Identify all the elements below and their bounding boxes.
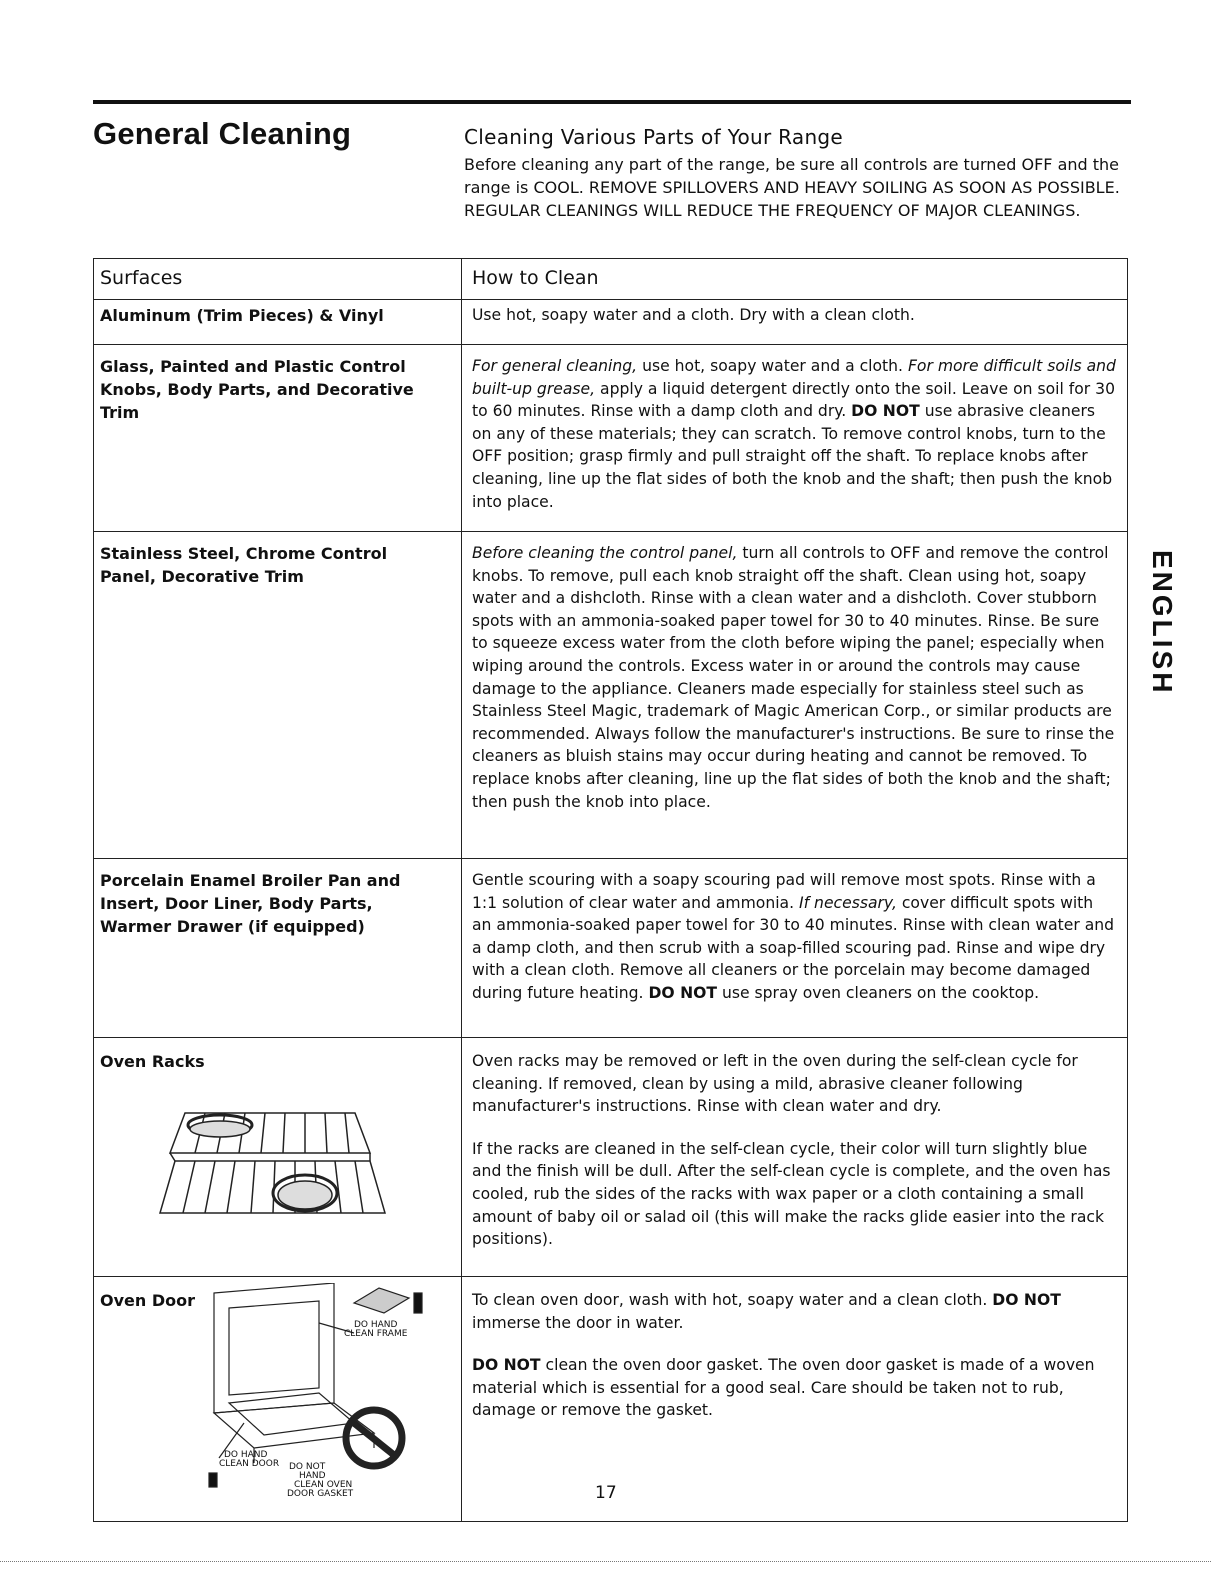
- how-text: To clean oven door, wash with hot, soapy water and a clean cloth. DO NOT immerse the door in water.: [472, 1291, 1061, 1332]
- label-do-hand-clean-frame: CLEAN FRAME: [344, 1329, 408, 1339]
- how-cell: [462, 1277, 1128, 1522]
- how-text: Use hot, soapy water and a cloth. Dry with a clean cloth.: [472, 306, 915, 324]
- surface-cell: [94, 1038, 462, 1277]
- surface-cell: [94, 345, 462, 532]
- label-do-hand-clean-door: DO HAND: [224, 1450, 268, 1460]
- table-row: [94, 859, 1128, 1038]
- surface-name: Aluminum (Trim Pieces) & Vinyl: [100, 306, 384, 325]
- surface-name: Porcelain Enamel Broiler Pan and Insert, Door Liner, Body Parts, Warmer Drawer (if equipped): [100, 871, 401, 936]
- label-do-not-hand-clean-gasket: HAND: [299, 1471, 326, 1481]
- surface-name: Stainless Steel, Chrome Control Panel, Decorative Trim: [100, 544, 388, 586]
- table-row: [94, 300, 1128, 345]
- top-rule: [93, 100, 1131, 104]
- label-do-not-hand-clean-gasket: DOOR GASKET: [287, 1489, 354, 1499]
- how-cell: [462, 300, 1128, 345]
- how-text: Before cleaning the control panel, turn all controls to OFF and remove the control knobs. To remove, pull each knob straight off the shaft. Clean using hot, soapy water and a dishcloth. Rinse with a clean water and a dishcloth. Cover stubborn spots with an ammonia-soaked paper towel for 30 to 40 minutes. Rinse. Be sure to squeeze excess water from the cloth before wiping the panel; especially when wiping around the controls. Excess water in or around the controls may cause damage to the appliance. Cleaners made especially for stainless steel such as Stainless Steel Magic, trademark of Magic American Corp., or similar products are recommended. Always follow the manufacturer's instructions. Be sure to rinse the cleaners as bluish stains may occur during heating and cannot be removed. To replace knobs after cleaning, line up the flat sides of both the knob and the shaft; then push the knob into place.: [472, 544, 1115, 811]
- surface-name: Glass, Painted and Plastic Control Knobs, Body Parts, and Decorative Trim: [100, 357, 414, 422]
- table-row: [94, 532, 1128, 859]
- how-cell: [462, 345, 1128, 532]
- page-title: General Cleaning: [93, 116, 352, 151]
- how-text: Oven racks may be removed or left in the oven during the self-clean cycle for cleaning. If removed, clean by using a mild, abrasive cleaner following manufacturer's instructions. Rinse with clean water and dry.: [472, 1052, 1078, 1116]
- surface-cell: [94, 1277, 462, 1522]
- bottom-rule: [0, 1561, 1211, 1564]
- language-tab: ENGLISH: [1147, 550, 1178, 696]
- surface-cell: [94, 859, 462, 1038]
- label-do-hand-clean-frame: DO HAND: [354, 1320, 398, 1330]
- intro-heading: Cleaning Various Parts of Your Range: [464, 125, 844, 149]
- surface-name: Oven Door: [100, 1291, 195, 1310]
- intro-text: Before cleaning any part of the range, be sure all controls are turned OFF and the range is COOL. REMOVE SPILLOVERS AND HEAVY SOILING AS SOON AS POSSIBLE. REGULAR CLEANINGS WILL REDUCE THE FREQUENCY OF MAJOR CLEANINGS.: [464, 155, 1120, 220]
- oven-door-illustration: [204, 1283, 444, 1503]
- label-do-not-hand-clean-gasket: CLEAN OVEN: [294, 1480, 353, 1490]
- header-how-to-clean: How to Clean: [462, 259, 1128, 300]
- how-cell: [462, 859, 1128, 1038]
- surface-cell: [94, 300, 462, 345]
- table-header-row: [94, 259, 1128, 300]
- surface-name: Oven Racks: [100, 1052, 205, 1071]
- how-text: If the racks are cleaned in the self-clean cycle, their color will turn slightly blue and the finish will be dull. After the self-clean cycle is complete, and the oven has cooled, rub the sides of the racks with wax paper or a cloth containing a small amount of baby oil or salad oil (this will make the racks glide easier into the rack positions).: [472, 1139, 1111, 1249]
- surface-cell: [94, 532, 462, 859]
- table-row: [94, 345, 1128, 532]
- label-do-not-hand-clean-gasket: DO NOT: [289, 1462, 326, 1472]
- header-surfaces: Surfaces: [94, 259, 462, 300]
- oven-racks-illustration: [155, 1103, 415, 1243]
- how-text: For general cleaning, use hot, soapy water and a cloth. For more difficult soils and built-up grease, apply a liquid detergent directly onto the soil. Leave on soil for 30 to 60 minutes. Rinse with a damp cloth and dry. DO NOT use abrasive cleaners on any of these materials; they can scratch. To remove control knobs, turn to the OFF position; grasp firmly and pull straight off the shaft. To replace knobs after cleaning, line up the flat sides of both the knob and the shaft; then push the knob into place.: [472, 357, 1116, 511]
- intro-section: [464, 125, 1134, 222]
- table-row: [94, 1038, 1128, 1277]
- how-cell: [462, 1038, 1128, 1277]
- label-do-hand-clean-door: CLEAN DOOR: [219, 1459, 280, 1469]
- cleaning-table: [93, 258, 1128, 1522]
- how-text: Gentle scouring with a soapy scouring pad will remove most spots. Rinse with a 1:1 solution of clear water and ammonia. If necessary, cover difficult spots with an ammonia-soaked paper towel for 30 to 40 minutes. Rinse with clean water and a damp cloth, and then scrub with a soap-filled scouring pad. Rinse and wipe dry with a clean cloth. Remove all cleaners or the porcelain may become damaged during future heating. DO NOT use spray oven cleaners on the cooktop.: [472, 871, 1115, 1002]
- page-number: 17: [595, 1483, 617, 1503]
- how-cell: [462, 532, 1128, 859]
- how-text: DO NOT clean the oven door gasket. The oven door gasket is made of a woven material which is essential for a good seal. Care should be taken not to rub, damage or remove the gasket.: [472, 1356, 1095, 1420]
